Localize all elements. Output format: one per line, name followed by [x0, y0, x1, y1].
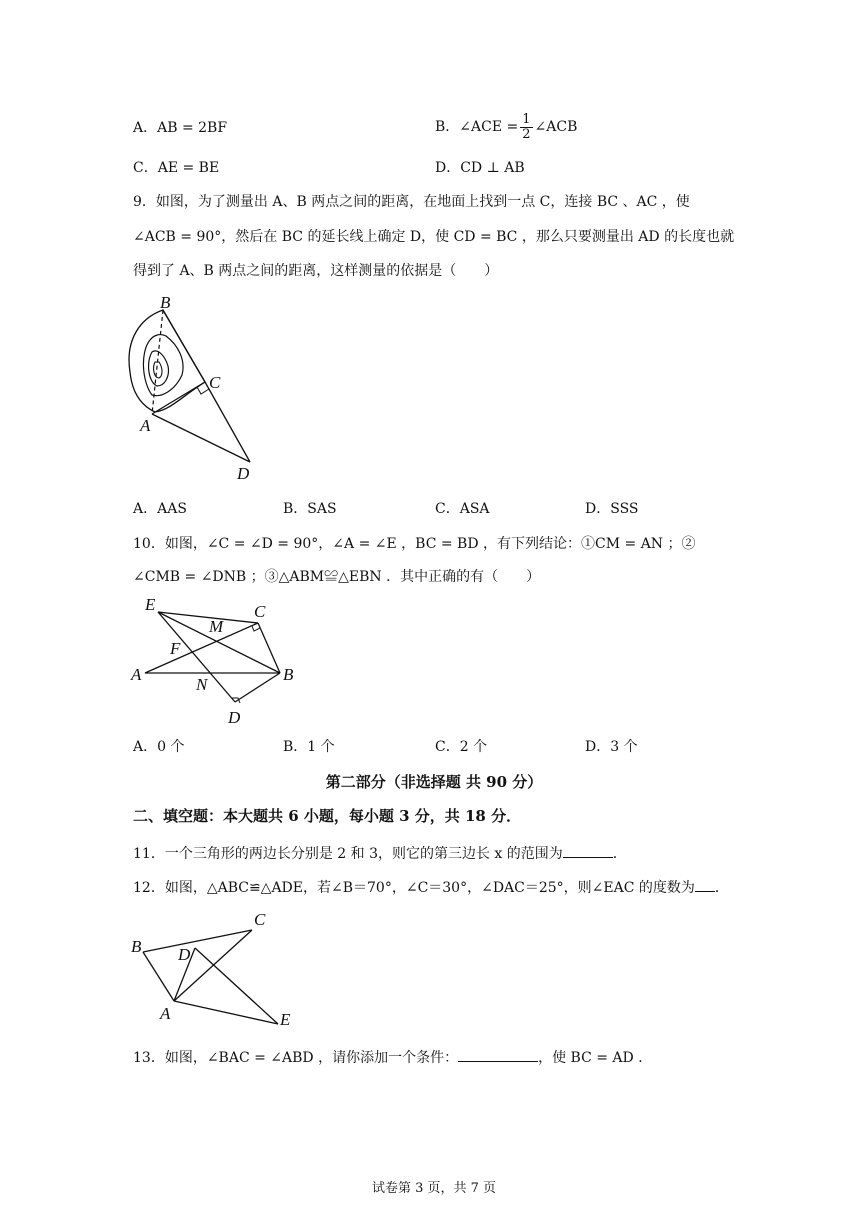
- q12-segment-de: [195, 948, 278, 1024]
- q10-label-a: A: [131, 665, 142, 684]
- q8-option-c: C．AE = BE: [133, 160, 220, 176]
- q8-option-b-prefix: B．∠ACE =: [435, 119, 519, 135]
- q12-text-after: ．: [714, 880, 729, 896]
- q9-option-d: D．SSS: [585, 501, 639, 517]
- q12-segment-ae: [174, 1001, 278, 1024]
- q10-label-f: F: [170, 639, 181, 658]
- q11-text-before: 11．一个三角形的两边长分别是 2 和 3，则它的第三边长 x 的范围为: [133, 846, 563, 862]
- q12-label-b: B: [131, 937, 142, 956]
- q9-label-d: D: [237, 464, 250, 483]
- q12-label-c: C: [254, 910, 266, 929]
- q9-option-c: C．ASA: [435, 501, 490, 517]
- q12-label-a: A: [160, 1004, 171, 1023]
- q10-line-2: ∠CMB = ∠DNB ；③△ABM≌△EBN ．其中正确的有（ ）: [133, 569, 541, 585]
- q9-option-b: B．SAS: [283, 501, 337, 517]
- q10-line-1: 10．如图，∠C = ∠D = 90°，∠A = ∠E ，BC = BD ，有下列结论：①CM = AN ；②: [133, 536, 696, 552]
- q12-segment-ba: [143, 952, 174, 1001]
- q10-option-b: B．1 个: [283, 739, 335, 755]
- q10-label-c: C: [254, 602, 266, 621]
- q10-label-b: B: [283, 665, 294, 684]
- q9-label-a: A: [140, 416, 151, 435]
- q8-fraction-denominator: 2: [522, 126, 531, 142]
- q10-label-n: N: [196, 675, 208, 694]
- q9-label-b: B: [160, 293, 171, 312]
- q9-option-a: A．AAS: [133, 501, 187, 517]
- q10-label-d: D: [228, 708, 241, 727]
- q12-label-d: D: [178, 945, 191, 964]
- q8-option-a: A．AB = 2BF: [133, 120, 228, 136]
- q8-option-d: D．CD ⊥ AB: [435, 160, 525, 176]
- q10-label-m: M: [209, 617, 224, 636]
- part-2-title: 第二部分（非选择题 共 90 分）: [325, 773, 543, 791]
- q12-segment-bc: [143, 930, 252, 952]
- q10-option-a: A．0 个: [133, 739, 185, 755]
- q9-label-c: C: [209, 373, 221, 392]
- q13-text-after: ，使 BC = AD ．: [538, 1050, 653, 1066]
- q10-option-d: D．3 个: [585, 739, 638, 755]
- q13-text-before: 13．如图，∠BAC = ∠ABD ，请你添加一个条件：: [133, 1050, 459, 1066]
- q10-label-e: E: [145, 595, 156, 614]
- q9-line-2: ∠ACB = 90°，然后在 BC 的延长线上确定 D，使 CD = BC ，那么只要测量出 AD 的长度也就: [133, 229, 735, 245]
- q13-text: [133, 1047, 652, 1067]
- q8-option-b-suffix: ∠ACB: [534, 119, 578, 135]
- q9-line-1: 9．如图，为了测量出 A、B 两点之间的距离，在地面上找到一点 C，连接 BC 、AC ，使: [133, 194, 690, 210]
- q12-label-e: E: [280, 1010, 291, 1029]
- q10-option-c: C．2 个: [435, 739, 488, 755]
- section-2-title: 二、填空题：本大题共 6 小题，每小题 3 分，共 18 分．: [133, 807, 522, 825]
- q8-fraction-numerator: 1: [522, 111, 531, 127]
- q13-answer-blank[interactable]: [458, 1047, 538, 1062]
- q12-text-before: 12．如图，△ABC≌△ADE，若∠B＝70°，∠C＝30°，∠DAC＝25°，则∠EAC 的度数为: [133, 880, 695, 896]
- q9-line-3: 得到了 A、B 两点之间的距离，这样测量的依据是（ ）: [133, 263, 499, 279]
- page-footer: 试卷第 3 页，共 7 页: [371, 1181, 497, 1196]
- q11-text-after: ．: [612, 846, 627, 862]
